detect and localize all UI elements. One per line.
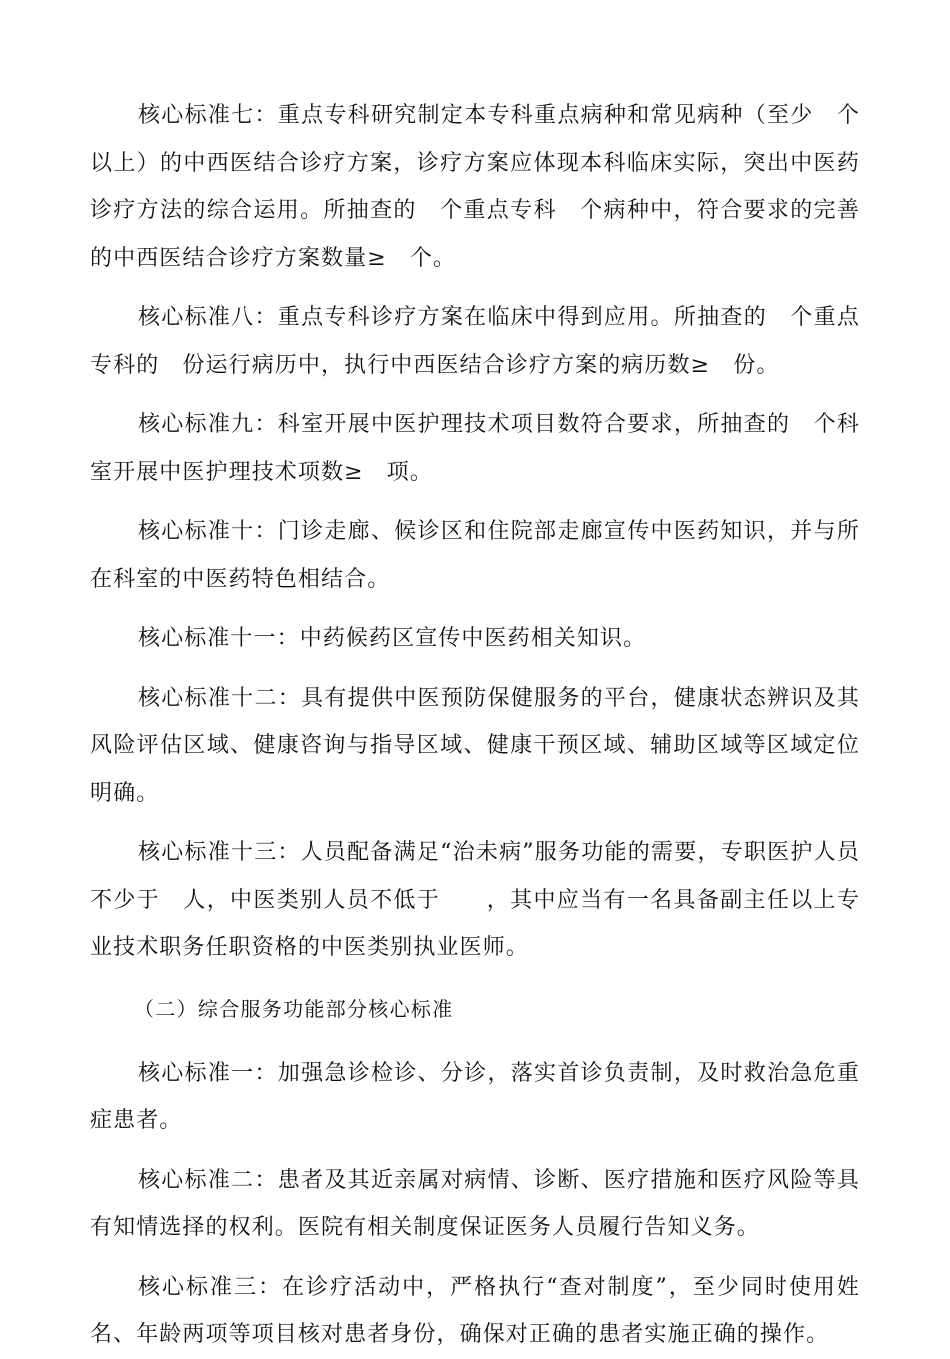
service-standard-3-paragraph: 核心标准三：在诊疗活动中，严格执行“查对制度”，至少同时使用姓名、年龄两项等项目核对患者身份，确保对正确的患者实施正确的操作。 — [90, 1274, 860, 1347]
section-heading: （二）综合服务功能部分核心标准 — [134, 996, 454, 1021]
standard-9-paragraph: 核心标准九：科室开展中医护理技术项目数符合要求，所抽查的 个科室开展中医护理技术项数≥ 项。 — [90, 412, 860, 485]
standard-8-paragraph: 核心标准八：重点专科诊疗方案在临床中得到应用。所抽查的 个重点专科的 份运行病历中，执行中西医结合诊疗方案的病历数≥ 份。 — [90, 305, 860, 378]
standard-11-paragraph: 核心标准十一：中药候药区宣传中医药相关知识。 — [138, 626, 647, 651]
standard-12-paragraph: 核心标准十二：具有提供中医预防保健服务的平台，健康状态辨识及其风险评估区域、健康咨询与指导区域、健康干预区域、辅助区域等区域定位明确。 — [90, 685, 860, 806]
standard-13-paragraph: 核心标准十三：人员配备满足“治未病”服务功能的需要，专职医护人员不少于 人，中医类别人员不低于 ，其中应当有一名具备副主任以上专业技术职务任职资格的中医类别执业医师。 — [90, 840, 860, 960]
standard-7-paragraph: 核心标准七：重点专科研究制定本专科重点病种和常见病种（至少 个以上）的中西医结合诊疗方案，诊疗方案应体现本科临床实际，突出中医药诊疗方法的综合运用。所抽查的 个重点专科 个病种中，符合要求的完善的中西医结合诊疗方案数量≥ 个。 — [90, 103, 860, 271]
service-standard-2-paragraph: 核心标准二：患者及其近亲属对病情、诊断、医疗措施和医疗风险等具有知情选择的权利。医院有相关制度保证医务人员履行告知义务。 — [90, 1167, 860, 1240]
service-standard-1-paragraph: 核心标准一：加强急诊检诊、分诊，落实首诊负责制，及时救治急危重症患者。 — [90, 1060, 860, 1133]
standard-10-paragraph: 核心标准十：门诊走廊、候诊区和住院部走廊宣传中医药知识，并与所在科室的中医药特色相结合。 — [90, 519, 860, 592]
